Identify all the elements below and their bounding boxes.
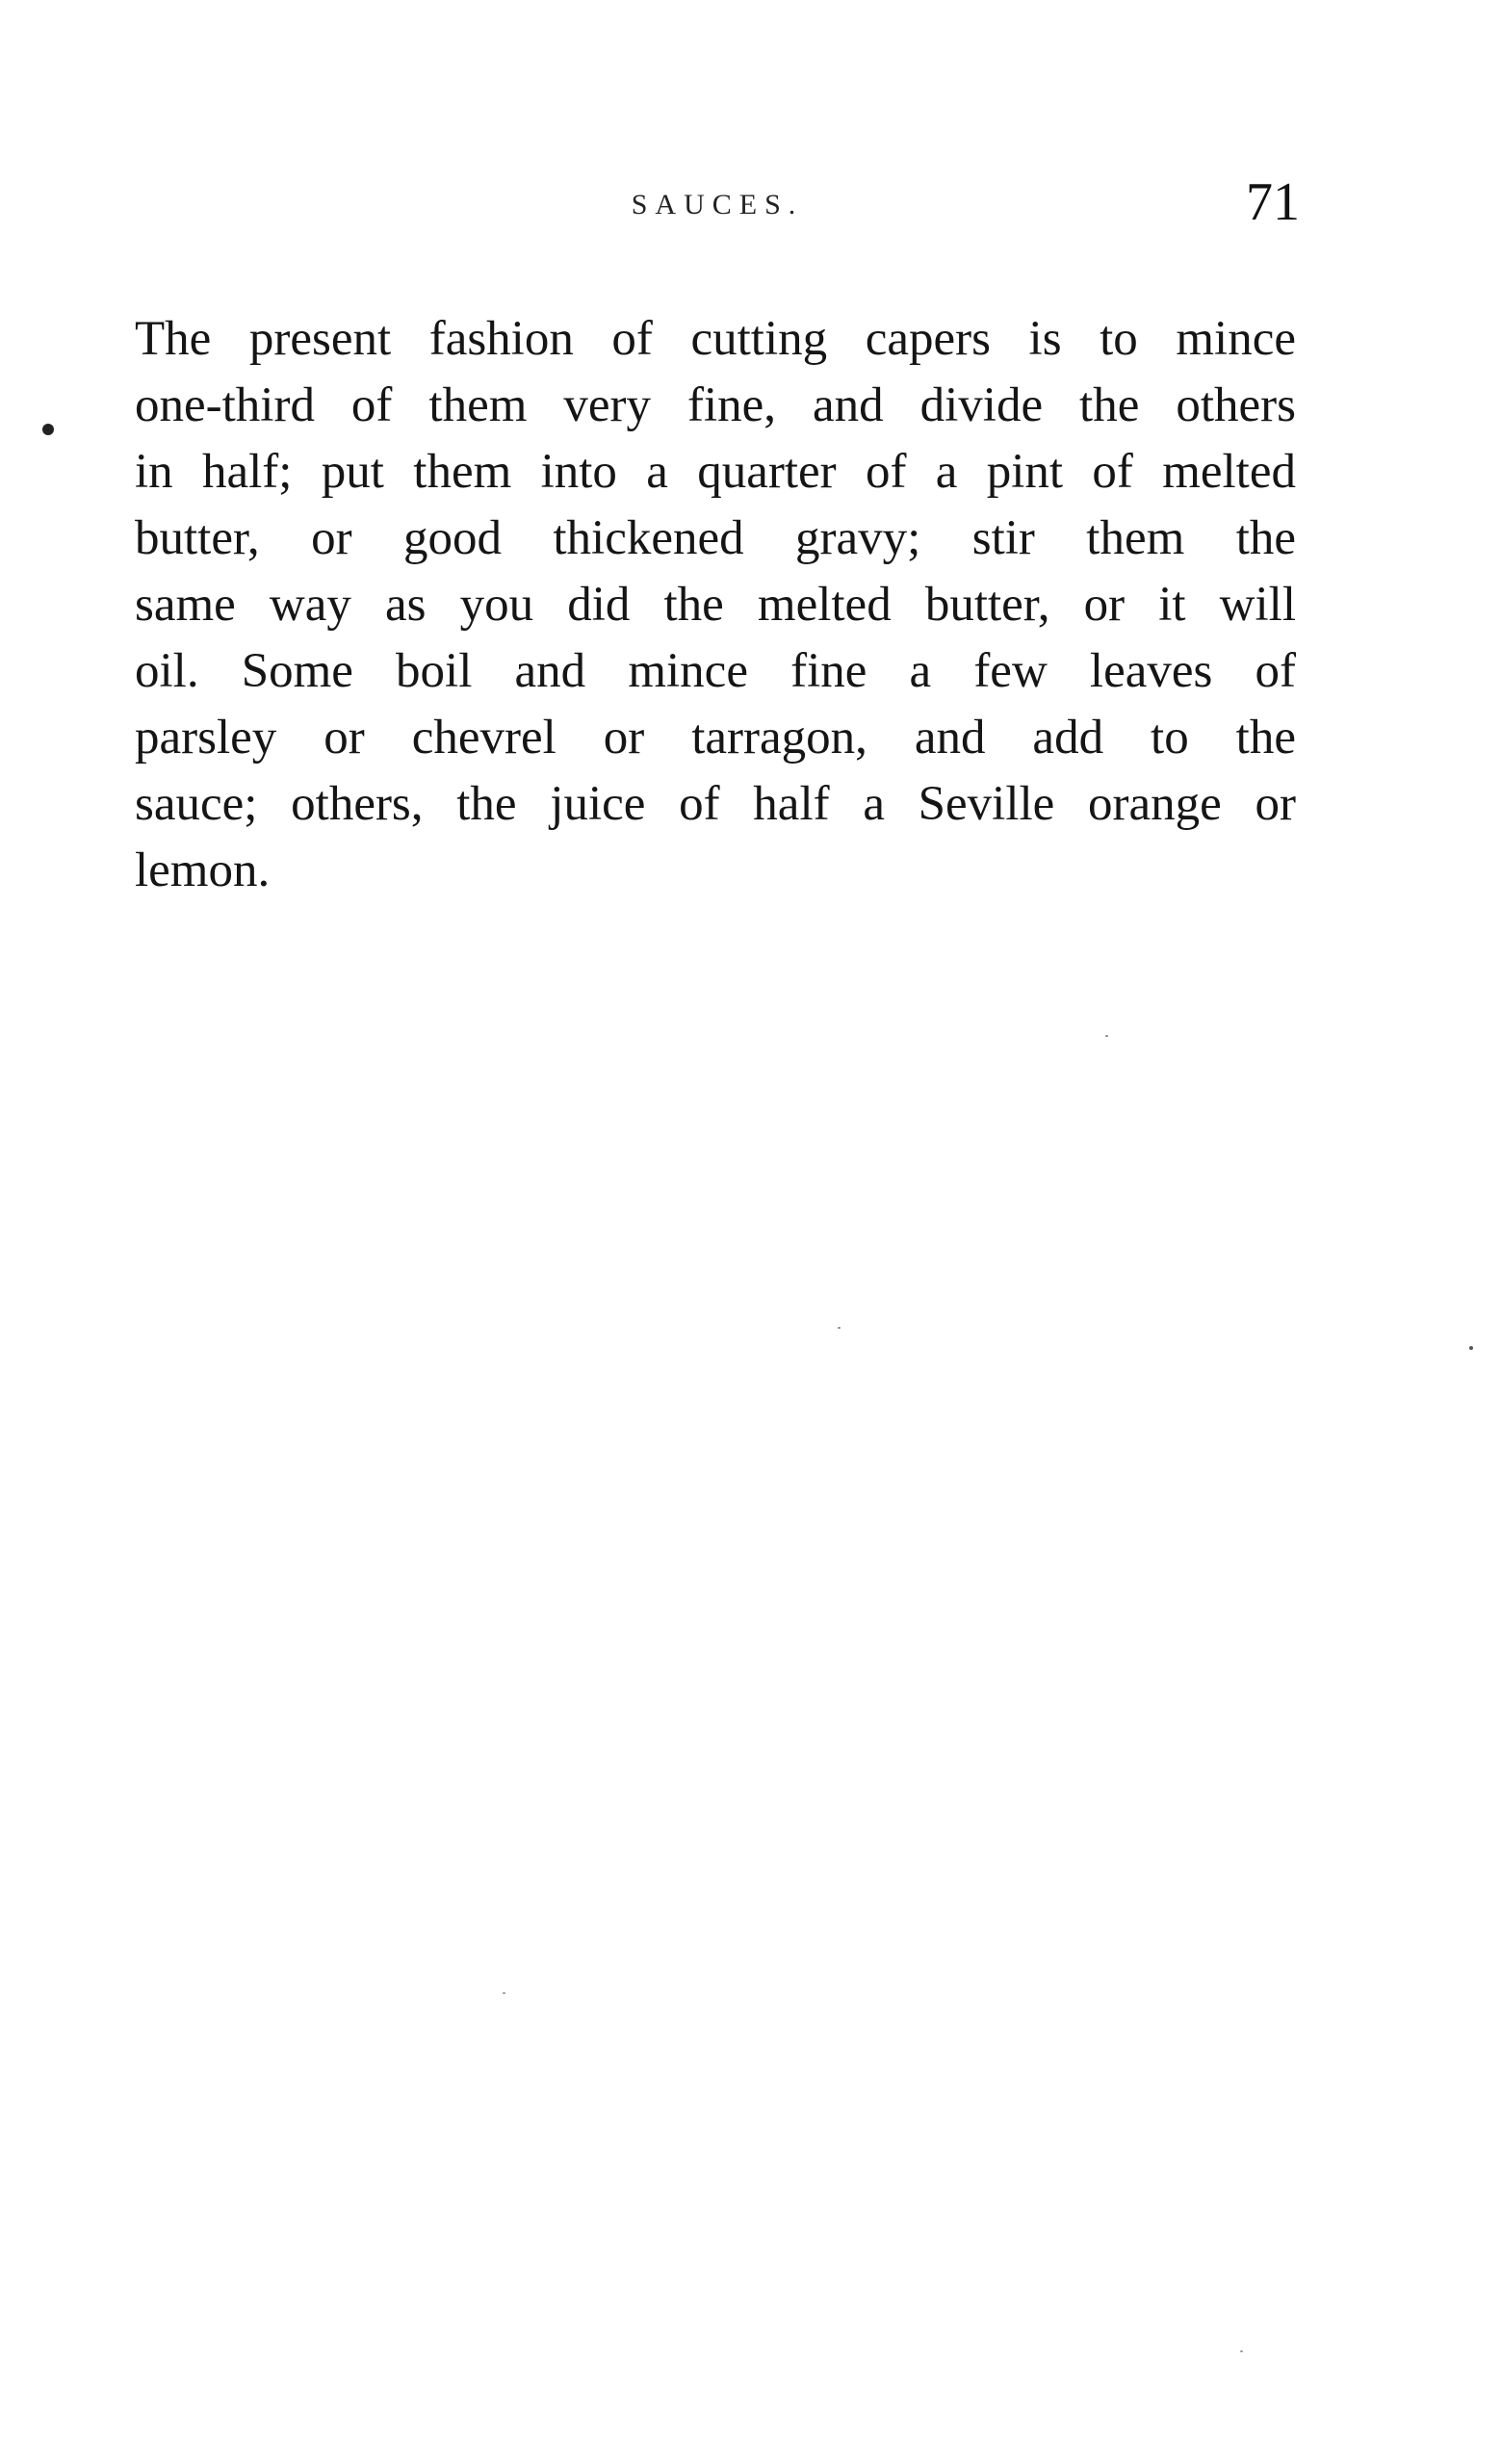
text-line: same way as you did the melted butter, or it will <box>135 578 1296 632</box>
text-line: sauce; others, the juice of half a Seville orange or <box>135 777 1296 831</box>
ink-speck <box>503 1992 505 1994</box>
section-title: SAUCES. <box>631 189 804 220</box>
running-head <box>135 171 1300 248</box>
text-line: oil. Some boil and mince fine a few leaves of <box>135 644 1296 698</box>
ink-speck <box>1469 1346 1473 1350</box>
text-line: in half; put them into a quarter of a pint of melted <box>135 445 1296 499</box>
ink-speck <box>42 424 54 435</box>
text-line: The present fashion of cutting capers is to mince <box>135 312 1296 366</box>
ink-speck <box>1240 2350 1243 2352</box>
text-line: butter, or good thickened gravy; stir them the <box>135 511 1296 565</box>
text-line: lemon. <box>135 843 271 897</box>
page-number: 71 <box>1246 172 1300 232</box>
ink-speck <box>1105 1035 1108 1037</box>
body-paragraph <box>135 306 1296 904</box>
ink-speck <box>838 1327 841 1329</box>
text-line: parsley or chevrel or tarragon, and add to the <box>135 711 1296 765</box>
text-line: one-third of them very fine, and divide the others <box>135 378 1296 432</box>
